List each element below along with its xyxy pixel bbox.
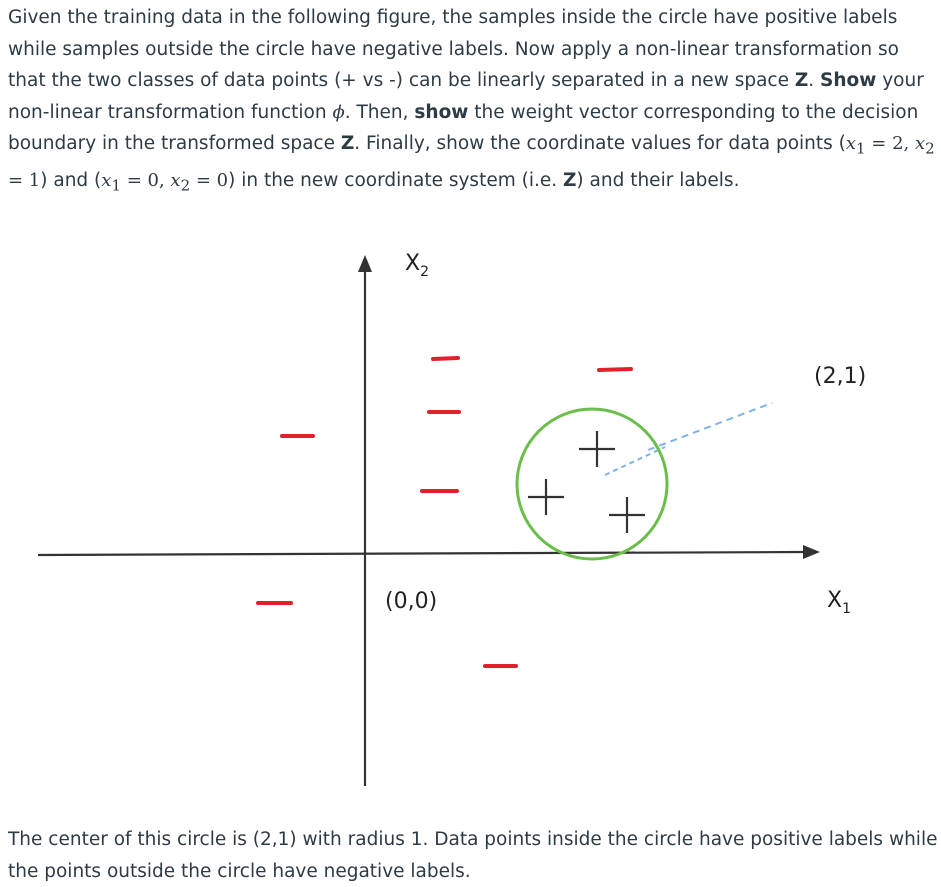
phi-symbol: ϕ bbox=[332, 101, 345, 123]
origin-label: (0,0) bbox=[385, 589, 438, 614]
negative-sample bbox=[433, 358, 458, 359]
center-label: (2,1) bbox=[814, 364, 867, 389]
point-two-math: $x_1 = 0$, $x_2 = 0$ bbox=[101, 170, 229, 195]
question-part: your non-linear transformation function bbox=[8, 70, 924, 123]
x-axis bbox=[38, 552, 805, 555]
question-part: Given the training data in the following figure, the samples inside the circle have positive labels while samples outside the circle have negative labels. Now apply a non-linear transformation so that the two classes of data points (+ vs -) can be linearly separated in a new space bbox=[8, 7, 899, 91]
positive-region-circle bbox=[517, 409, 667, 559]
training-data-figure bbox=[0, 220, 941, 800]
dashed-line-inner bbox=[605, 447, 665, 475]
x-axis-label: $X_1$ bbox=[827, 588, 851, 617]
question-part: . Then, bbox=[344, 101, 415, 123]
positive-sample bbox=[528, 479, 564, 515]
point-one-math: $x_1 = 2$, $x_2 = 1$ bbox=[8, 133, 935, 192]
question-part: . bbox=[808, 70, 821, 91]
y-axis-arrowhead bbox=[358, 255, 372, 272]
figure-svg bbox=[0, 220, 941, 800]
space-z: Z bbox=[794, 70, 809, 91]
space-z: Z bbox=[340, 133, 355, 154]
footer-note: The center of this circle is (2,1) with radius 1. Data points inside the circle have positive labels while the points outside the circle have negative labels. bbox=[8, 829, 938, 882]
space-z: Z bbox=[563, 170, 577, 192]
emphasis-show: Show bbox=[820, 70, 877, 91]
y-axis-label: $X_2$ bbox=[405, 251, 429, 280]
question-part: ) and their labels. bbox=[576, 170, 740, 192]
question-part: . Finally, show the coordinate values for data points ( bbox=[354, 133, 846, 154]
negative-sample bbox=[599, 369, 631, 370]
question-part: ) and ( bbox=[40, 170, 102, 192]
negative-samples bbox=[258, 358, 631, 666]
positive-sample bbox=[609, 497, 645, 533]
question-part: ) in the new coordinate system (i.e. bbox=[228, 170, 563, 192]
positive-sample bbox=[579, 431, 615, 467]
question-part: the weight vector corresponding to the decision boundary in the transformed space bbox=[8, 101, 919, 154]
emphasis-show: show bbox=[414, 101, 469, 123]
x-axis-arrowhead bbox=[803, 545, 820, 559]
question-text bbox=[8, 2, 938, 202]
dashed-line-upper bbox=[648, 403, 772, 450]
